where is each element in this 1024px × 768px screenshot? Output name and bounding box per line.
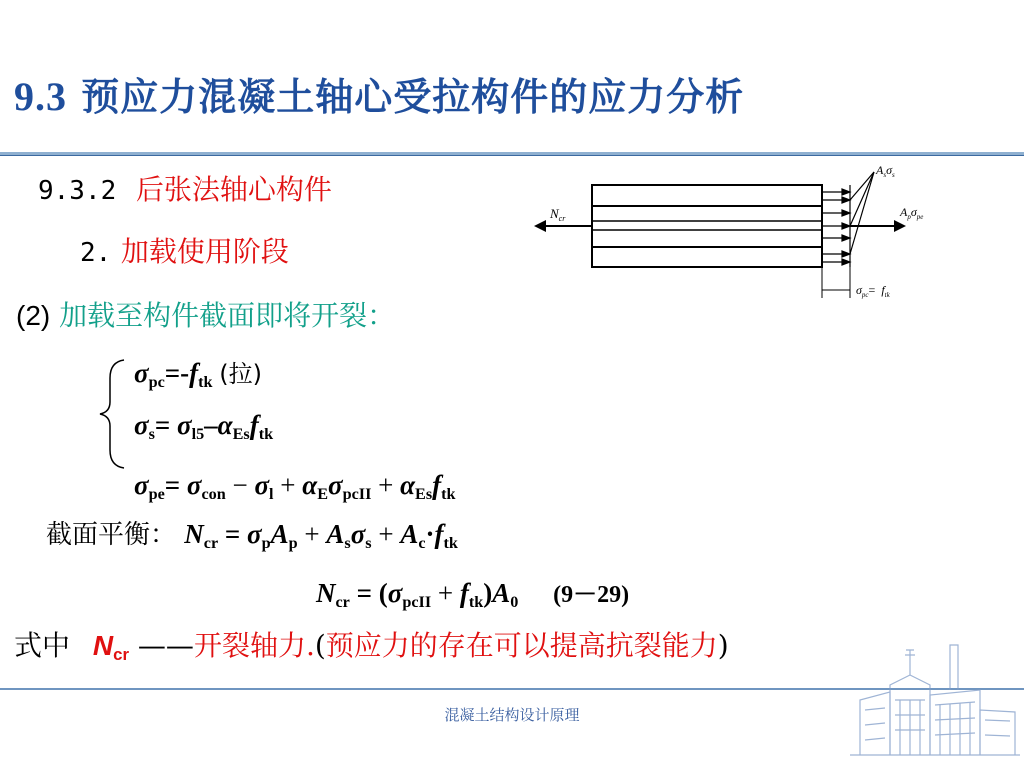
building-illustration <box>850 630 1020 760</box>
section-equilibrium: 截面平衡： $N_{cr} = \sigma_pA_p + A_s\sigma_s + A_c\cdot f_{tk}$ <box>46 519 458 552</box>
footer-text: 混凝土结构设计原理 <box>444 706 580 724</box>
title-divider <box>0 152 1024 156</box>
member-outline <box>592 185 822 267</box>
as-sigma-label: $A_s\sigma_s$ <box>876 163 895 179</box>
stress-arrows <box>822 185 850 267</box>
equation-9-29: $N_{cr} = (\sigma_{pcII} + f_{tk})A_0$ (9－29) <box>316 578 630 611</box>
sigma-pc-label: $\sigma_{pc}= f_{tk}$ <box>856 283 890 299</box>
ap-sigma-label: $A_p\sigma_{pe}$ <box>900 205 924 221</box>
equation-sigma-pc: $\sigma_{pc}=-f_{tk}$ (拉) <box>134 358 263 391</box>
tension-member-diagram <box>528 160 948 305</box>
ncr-label: $N_{cr}$ <box>550 206 566 223</box>
item-heading: (2) 加载至构件截面即将开裂： <box>16 299 396 332</box>
page-title: 9.3 预应力混凝土轴心受拉构件的应力分析 <box>14 74 745 119</box>
subsection-heading: 2. 加载使用阶段 <box>80 235 289 268</box>
definition-note: 式中 $N_{cr}$ ——开裂轴力.(预应力的存在可以提高抗裂能力) <box>14 629 729 665</box>
equation-sigma-s: $\sigma_s= \sigma_{l5}-\alpha_{Es}f_{tk}$ <box>134 410 274 443</box>
equation-brace <box>96 358 128 470</box>
equation-sigma-pe: $\sigma_{pe}= \sigma_{con} - \sigma_l + \alpha_E\sigma_{pcII} + \alpha_{Es}f_{tk}$ <box>134 470 456 503</box>
section-heading: 9.3.2 后张法轴心构件 <box>38 173 332 206</box>
